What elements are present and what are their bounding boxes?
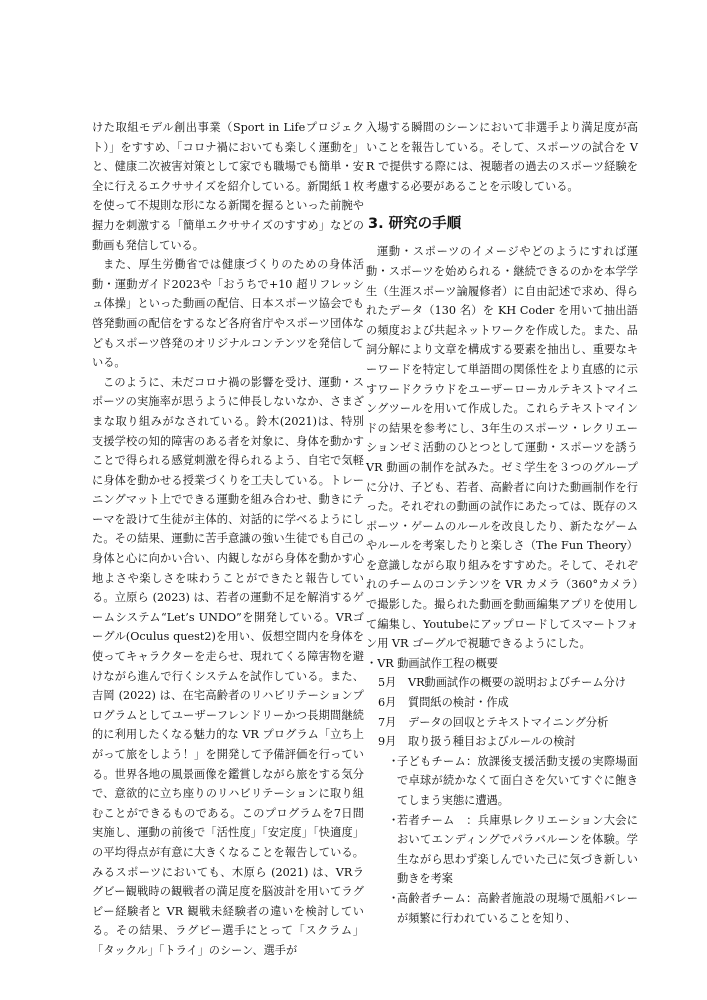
schedule-month: 7月 (378, 715, 397, 729)
team-bullet: ・ (388, 754, 400, 768)
schedule-row (378, 713, 638, 733)
schedule-row (378, 673, 638, 693)
left-column (92, 118, 364, 961)
method-paragraph: 運動・スポーツのイメージやどのようにすれば運動・スポーツを始められる・継続できるのかを本学学生（生涯スポーツ論履修者）に自由記述で求め、得られたデータ（130 名）を KH Coder を用いて抽出語の頻度および共起ネットワークを作成した。また、品詞分解により文章を構成する要素を抽出し、重要なキーワードを特定して単語間の関係性をより直感的に示すワードクラウドをユーザーローカルテキストマイニングツールを用いて作成した。これらテキストマインドの結果を参考にし、3年生のスポーツ・レクリエーションゼミ活動のひとつとして運動・スポーツを誘う VR 動画の制作を試みた。ゼミ学生を３つのグループに分け、子ども、若者、高齢者に向けた動画制作を行った。それぞれの動画の試作にあたっては、既存のスポーツ・ゲームのルールを改良したり、新たなゲームやルールを考案したりと楽しさ（The Fun Theory）を意識しながら取り組みをすすめた。そして、それぞれのチームのコンテンツを VR カメラ（360°カメラ）で撮影した。撮られた動画を動画編集アプリを使用して編集し、Youtubeにアップロードしてスマートフォン用 VR ゴーグルで視聴できるようにした。 (366, 245, 638, 651)
schedule-task: データの回収とテキストマイニング分析 (408, 715, 609, 729)
team-description: 高齢者チーム：高齢者施設の現場で風船バレーが頻繁に行われていることを知り、 (397, 891, 638, 925)
team-item (388, 889, 638, 928)
list-title: ・VR 動画試作工程の概要 (366, 656, 498, 670)
team-item (388, 811, 638, 889)
body-paragraph: このように、未だコロナ禍の影響を受け、運動・スポーツの実施率が思うように伸長しないなか、さまざまな取り組みがなされている。鈴木(2021)は、特別支援学校の知的障害のある者を対象に、身体を動かすことで得られる感覚刺激を得られるよう、自宅で気軽に身体を動かせる授業づくりを工夫している。トレーニングマット上でできる運動を組み合わせ、動きにテーマを設けて生徒が主体的、対話的に学べるようにした。その結果、運動に苦手意識の強い生徒でも自己の身体と心に向かい合い、内観しながら身体を動かす心地よさや楽しさを味わうことができたと報告している。立原ら (2023) は、若者の運動不足を解消するゲームシステム“Let’s UNDO”を開発している。VRゴーグル(Oculus quest2)を用い、仮想空間内を身体を使ってキャラクターを走らせ、現れてくる障害物を避けながら進んで行くシステムを試作している。また、吉岡 (2022) は、在宅高齢者のリハビリテーションプログラムとしてユーザーフレンドリーかつ長期間継続的に利用したくなる魅力的な VR プログラム「立ち上がって旅をしよう！」を開発して予備評価を行っている。世界各地の風景画像を鑑賞しながら旅をする気分で、意欲的に立ち座りのリハビリテーションに取り組むことができるものである。このプログラムを7日間実施し、運動の前後で「活性度」「安定度」「快適度」の平均得点が有意に大きくなることを報告している。みるスポーツにおいても、木原ら (2021) は、VRラグビー観戦時の観戦者の満足度を脳波計を用いてラグビー経験者と VR 観戦未経験者の違いを検討している。その結果、ラグビー選手にとって「スクラム」「タックル」「トライ」のシーン、選手が (92, 375, 364, 957)
schedule-task: 質問紙の検討・作成 (408, 696, 509, 710)
body-paragraph: けた取組モデル創出事業（Sport in Lifeプロジェクト）」をすすめ、「コロナ禍においても楽しく運動を」と、健康二次被害対策として家でも職場でも簡単・安全に行えるエクササイズを紹介している。新聞紙１枚を使って不規則な形になる新聞を握るといった前腕や握力を刺激する「簡単エクササイズのすすめ」などの動画も発信している。 (92, 121, 364, 252)
team-description: 若者チーム ：兵庫県レクリエーション大会においてエンディングでパラバルーンを体験。学生ながら思わず楽しんでいた己に気づき新しい動きを考案 (397, 813, 638, 886)
schedule-month: 5月 (378, 676, 397, 690)
schedule-month: 9月 (378, 735, 397, 749)
schedule-month: 6月 (378, 696, 397, 710)
body-paragraph: 入場する瞬間のシーンにおいて非選手より満足度が高いことを報告している。そして、スポーツの試合を VR で提供する際には、視聴者の過去のスポーツ経験を考慮する必要があることを示唆している。 (366, 121, 638, 193)
process-overview-list (366, 654, 638, 928)
team-item (388, 752, 638, 811)
body-paragraph: また、厚生労働省では健康づくりのための身体活動・運動ガイド2023や「おうちで+10 超リフレッシュ体操」といった動画の配信、日本スポーツ協会でも啓発動画の配信をするなど各府省庁やスポーツ団体などもスポーツ啓発のオリジナルコンテンツを発信している。 (92, 258, 364, 370)
schedule-row (378, 732, 638, 752)
team-description: 子どもチーム：放課後支援活動支援の実際場面で卓球が続かなくて面白さを欠いてすぐに飽きてしまう実態に遭遇。 (397, 754, 638, 807)
team-bullet: ・ (388, 891, 400, 905)
schedule-task: VR動画試作の概要の説明およびチーム分け (408, 676, 626, 690)
right-column (366, 118, 638, 928)
schedule-task: 取り扱う種目およびルールの検討 (408, 735, 576, 749)
schedule-row (378, 693, 638, 713)
section-heading: 3. 研究の手順 (368, 216, 462, 233)
team-bullet: ・ (388, 813, 400, 827)
